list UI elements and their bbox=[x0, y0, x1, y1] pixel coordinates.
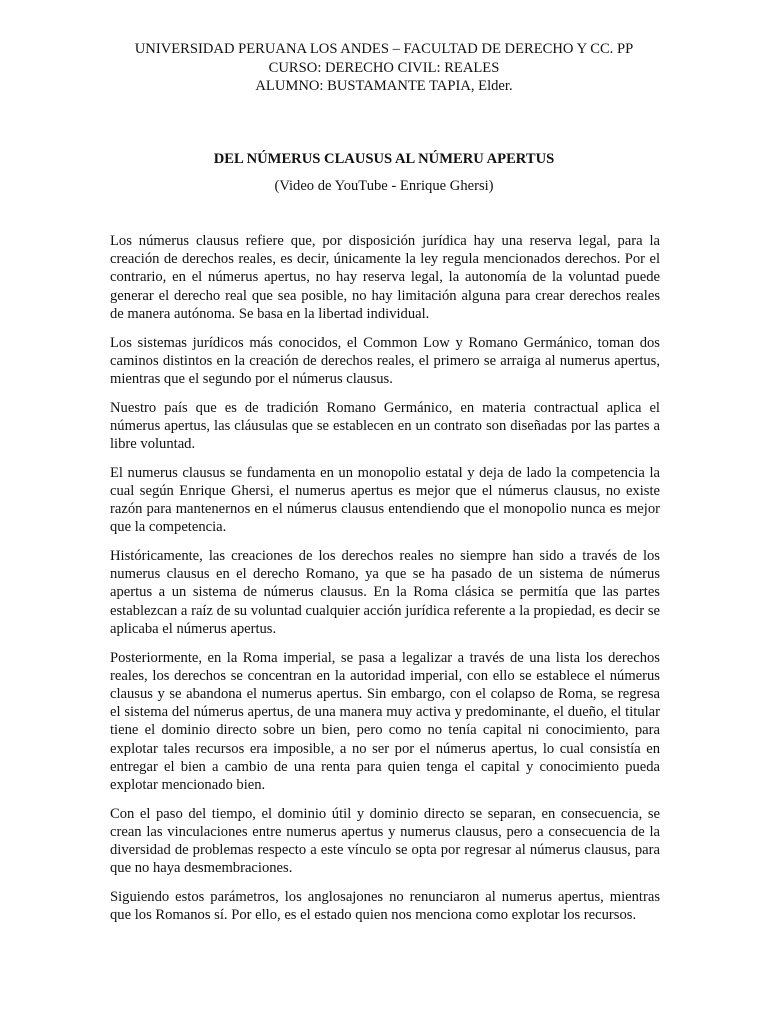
body-paragraph: Con el paso del tiempo, el dominio útil y dominio directo se separan, en consecuencia, se crean las vinculaciones entre numerus apertus y numerus clausus, pero a consecuencia de la diversidad de problemas respecto a este vínculo se opta por regresar al númerus clausus, para que no haya desmembraciones. bbox=[110, 805, 660, 877]
body-paragraph: Los númerus clausus refiere que, por disposición jurídica hay una reserva legal, para la creación de derechos reales, es decir, únicamente la ley regula mencionados derechos. Por el contrario, en el númerus apertus, no hay reserva legal, la autonomía de la voluntad puede generar el derecho real que sea posible, no hay limitación alguna para crear derechos reales de manera autónoma. Se basa en la libertad individual. bbox=[110, 233, 660, 322]
body-paragraph: Los sistemas jurídicos más conocidos, el Common Low y Romano Germánico, toman dos caminos distintos en la creación de derechos reales, el primero se arraiga al numerus apertus, mientras que el segundo por el númerus clausus. bbox=[110, 334, 660, 387]
body-paragraph: Posteriormente, en la Roma imperial, se pasa a legalizar a través de una lista los derechos reales, los derechos se concentran en la autoridad imperial, con ello se establece el númerus clausus y se abandona el numerus apertus. Sin embargo, con el colapso de Roma, se regresa el sistema del númerus apertus, de una manera muy activa y predominante, el dueño, el titular tiene el dominio directo sobre un bien, pero como no tenía capital ni conocimiento, para explotar tales recursos era imposible, a no ser por el númerus apertus, lo cual consistía en entregar el bien a cambio de una renta para quien tenga el capital y conocimiento pueda explotar mencionado bien. bbox=[110, 649, 660, 793]
body-paragraph: El numerus clausus se fundamenta en un monopolio estatal y deja de lado la competencia la cual según Enrique Ghersi, el numerus apertus es mejor que el númerus clausus, no existe razón para mantenernos en el númerus clausus entendiendo que el monopolio nunca es mejor que la competencia. bbox=[110, 464, 660, 536]
body-paragraph: Siguiendo estos parámetros, los anglosajones no renunciaron al numerus apertus, mientras que los Romanos sí. Por ello, es el estado quien nos menciona como explotar los recursos. bbox=[110, 889, 660, 924]
header-university-line: UNIVERSIDAD PERUANA LOS ANDES – FACULTAD DE DERECHO Y CC. PP bbox=[134, 41, 634, 57]
header-student-line: ALUMNO: BUSTAMANTE TAPIA, Elder. bbox=[255, 78, 513, 94]
body-paragraph: Históricamente, las creaciones de los derechos reales no siempre han sido a través de los numerus clausus en el derecho Romano, ya que se ha pasado de un sistema de númerus apertus a un sistema de númerus clausus. En la Roma clásica se permitía que las partes establezcan a raíz de su voluntad cualquier acción jurídica referente a la propiedad, es decir se aplicaba el númerus apertus. bbox=[110, 548, 660, 637]
document-title: DEL NÚMERUS CLAUSUS AL NÚMERU APERTUS bbox=[213, 151, 555, 167]
body-paragraph: Nuestro país que es de tradición Romano Germánico, en materia contractual aplica el númerus apertus, las cláusulas que se establecen en un contrato son diseñadas por las partes a libre voluntad. bbox=[110, 399, 660, 453]
header-course-line: CURSO: DERECHO CIVIL: REALES bbox=[268, 59, 500, 76]
document-subtitle: (Video de YouTube - Enrique Ghersi) bbox=[274, 178, 494, 194]
document-body bbox=[110, 232, 660, 935]
document-header bbox=[0, 40, 768, 96]
